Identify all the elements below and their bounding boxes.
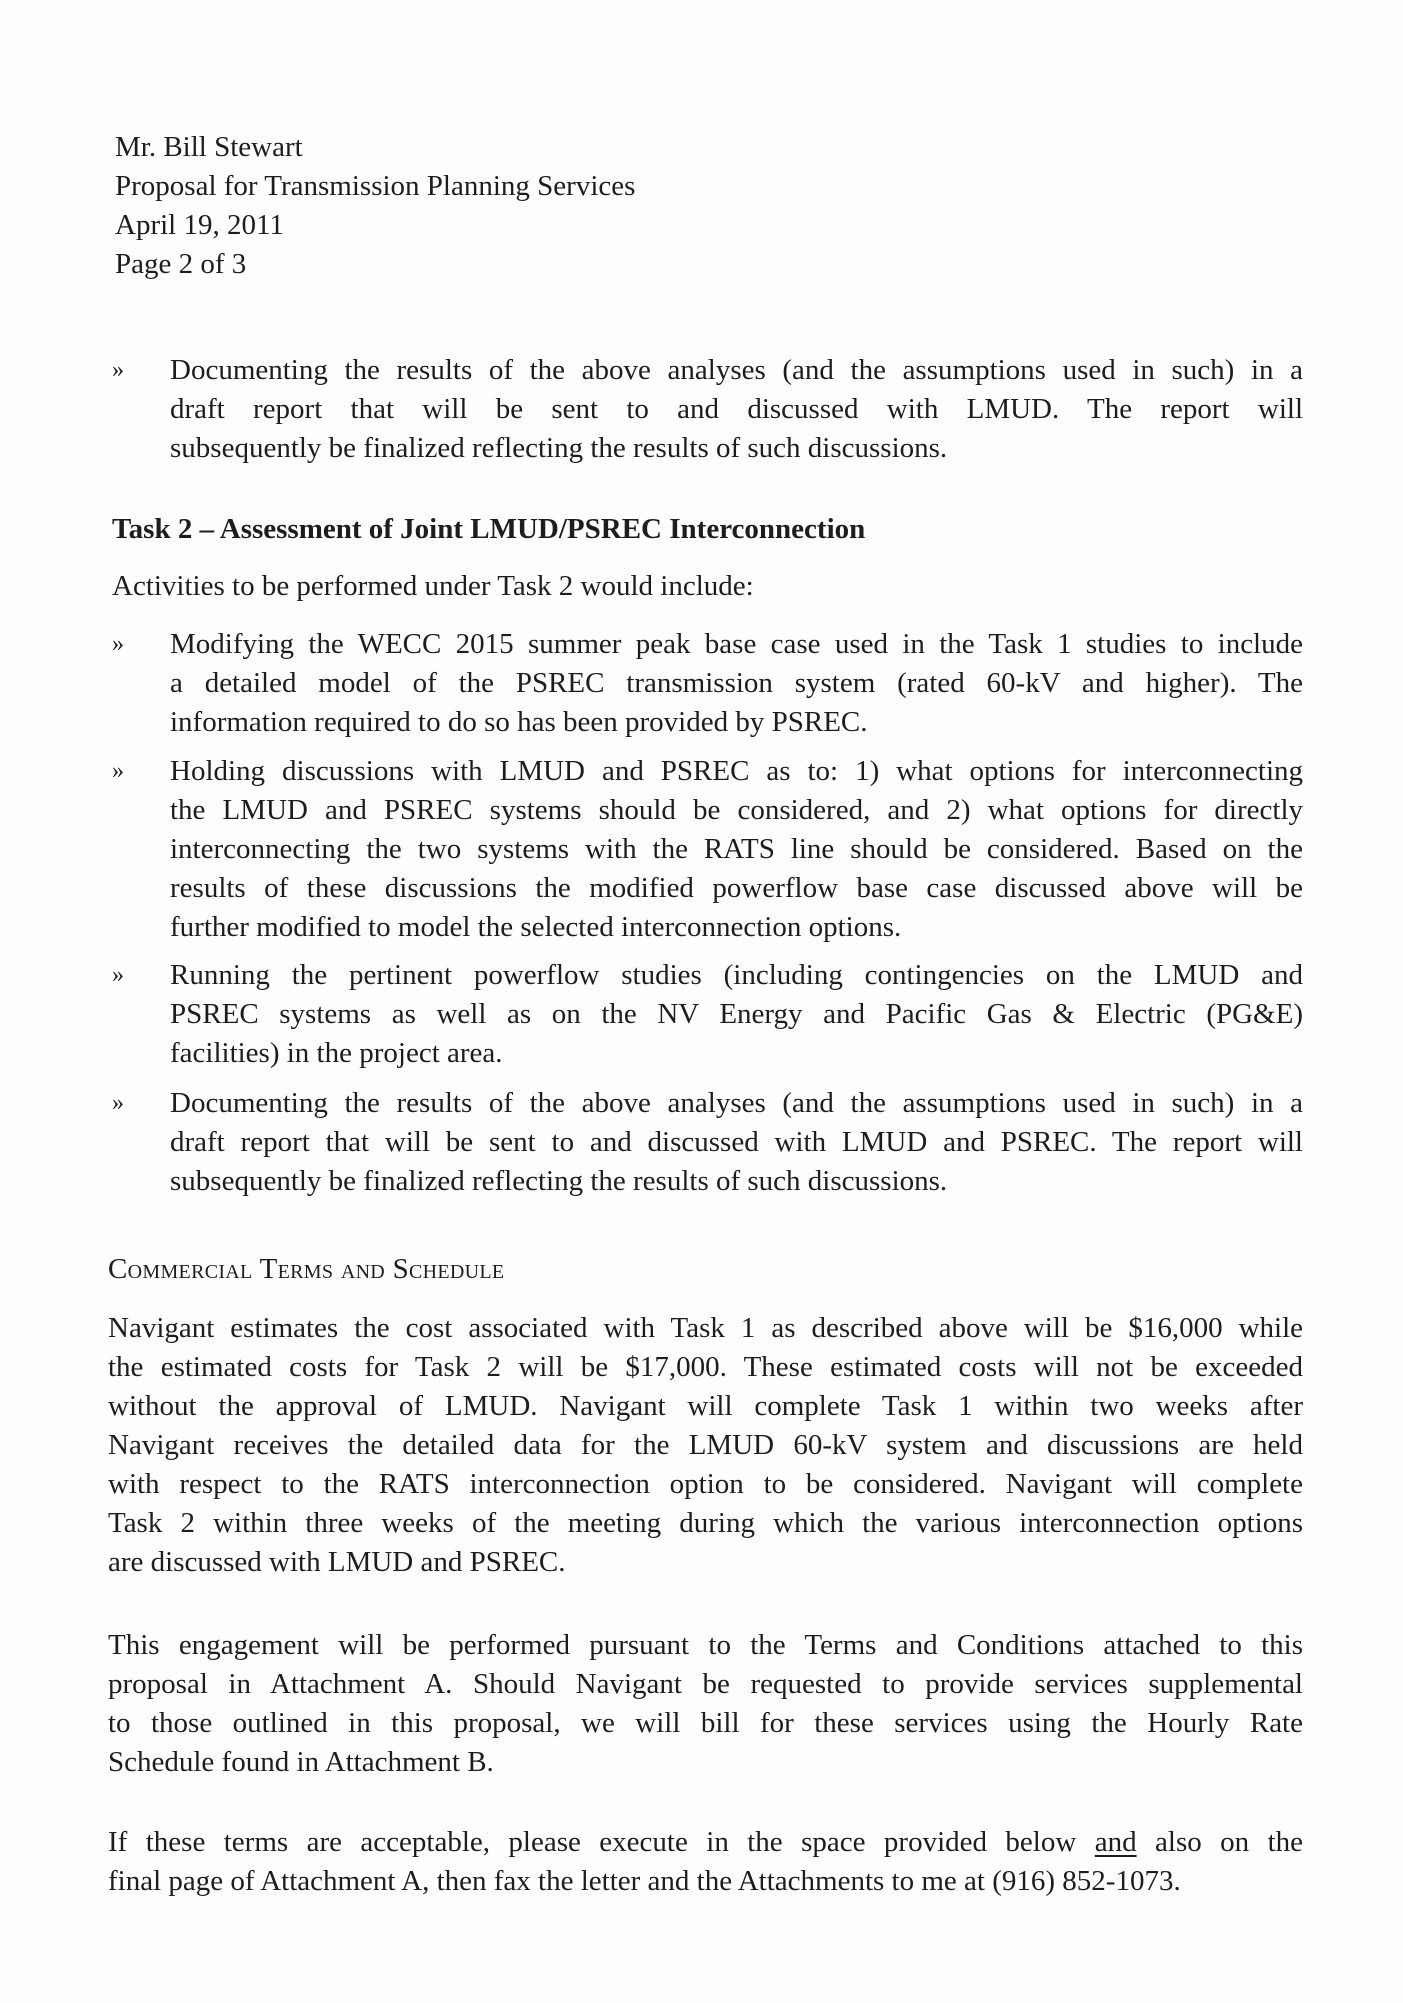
bullet-line: Running the pertinent powerflow studies (including contingencies on the LMUD and — [170, 959, 1303, 991]
bullet-marker: » — [112, 1090, 124, 1116]
bullet-text — [170, 956, 1303, 1073]
bullet-line: Modifying the WECC 2015 summer peak base case used in the Task 1 studies to include — [170, 628, 1303, 660]
bullet-line: a detailed model of the PSREC transmission system (rated 60-kV and higher). The — [170, 667, 1303, 699]
paragraph-line: to those outlined in this proposal, we will bill for these services using the Hourly Rate — [108, 1707, 1303, 1739]
bullet-line: further modified to model the selected interconnection options. — [170, 911, 902, 943]
paragraph-line: are discussed with LMUD and PSREC. — [108, 1546, 566, 1578]
paragraph-line: This engagement will be performed pursuant to the Terms and Conditions attached to this — [108, 1629, 1303, 1661]
bullet-line: subsequently be finalized reflecting the results of such discussions. — [170, 432, 948, 464]
underlined-word: and — [1094, 1826, 1137, 1858]
task1-bullet-documenting — [112, 351, 1303, 468]
bullet-marker: » — [112, 758, 124, 784]
section-heading: Commercial Terms and Schedule — [108, 1253, 505, 1285]
bullet-line: draft report that will be sent to and discussed with LMUD and PSREC. The report will — [170, 1126, 1303, 1158]
paragraph-text: also on the — [1155, 1826, 1303, 1858]
bullet-text — [170, 752, 1303, 947]
paragraph-text: If these terms are acceptable, please execute in the space provided below — [108, 1826, 1077, 1858]
paragraph-line: with respect to the RATS interconnection option to be considered. Navigant will complete — [108, 1468, 1303, 1500]
bullet-line: information required to do so has been provided by PSREC. — [170, 706, 868, 738]
bullet-line: the LMUD and PSREC systems should be considered, and 2) what options for directly — [170, 794, 1303, 826]
bullet-text — [170, 1084, 1303, 1201]
bullet-line: facilities) in the project area. — [170, 1037, 503, 1069]
paragraph-line: Navigant receives the detailed data for the LMUD 60-kV system and discussions are held — [108, 1429, 1303, 1461]
task2-bullet-modifying — [112, 625, 1303, 742]
intro-text: Activities to be performed under Task 2 would include: — [112, 570, 754, 602]
paragraph-line: Schedule found in Attachment B. — [108, 1746, 494, 1778]
bullet-marker: » — [112, 962, 124, 988]
paragraph-line: Navigant estimates the cost associated with Task 1 as described above will be $16,000 while — [108, 1312, 1303, 1344]
page-number: Page 2 of 3 — [115, 248, 247, 280]
paragraph-line: proposal in Attachment A. Should Navigant be requested to provide services supplemental — [108, 1668, 1303, 1700]
bullet-line: Holding discussions with LMUD and PSREC as to: 1) what options for interconnecting — [170, 755, 1303, 787]
recipient-line: Mr. Bill Stewart — [115, 131, 303, 163]
task2-bullet-holding-discussions — [112, 752, 1303, 947]
paragraph-line: final page of Attachment A, then fax the letter and the Attachments to me at (916) 852-1073. — [108, 1865, 1181, 1897]
bullet-text — [170, 625, 1303, 742]
date-line: April 19, 2011 — [115, 209, 284, 241]
task2-intro — [112, 567, 1303, 606]
letter-header — [115, 128, 1306, 284]
bullet-marker: » — [112, 631, 124, 657]
task2-bullet-running-studies — [112, 956, 1303, 1073]
paragraph-line: without the approval of LMUD. Navigant will complete Task 1 within two weeks after — [108, 1390, 1303, 1422]
section-heading: Task 2 – Assessment of Joint LMUD/PSREC Interconnection — [112, 513, 866, 545]
bullet-line: interconnecting the two systems with the RATS line should be considered. Based on the — [170, 833, 1303, 865]
bullet-text — [170, 351, 1303, 468]
task2-bullet-documenting — [112, 1084, 1303, 1201]
commercial-terms-heading — [108, 1250, 1299, 1289]
task2-heading — [112, 510, 1303, 549]
bullet-line: Documenting the results of the above analyses (and the assumptions used in such) in a — [170, 354, 1303, 386]
paragraph-line — [108, 1823, 1303, 1862]
commercial-paragraph-terms-conditions — [108, 1626, 1303, 1782]
commercial-paragraph-cost-schedule — [108, 1309, 1303, 1582]
subject-line: Proposal for Transmission Planning Services — [115, 170, 636, 202]
commercial-paragraph-execution — [108, 1823, 1303, 1901]
bullet-line: draft report that will be sent to and discussed with LMUD. The report will — [170, 393, 1303, 425]
bullet-line: Documenting the results of the above analyses (and the assumptions used in such) in a — [170, 1087, 1303, 1119]
bullet-marker: » — [112, 357, 124, 383]
paragraph-line: Task 2 within three weeks of the meeting during which the various interconnection options — [108, 1507, 1303, 1539]
bullet-line: PSREC systems as well as on the NV Energy and Pacific Gas & Electric (PG&E) — [170, 998, 1303, 1030]
bullet-line: results of these discussions the modified powerflow base case discussed above will be — [170, 872, 1303, 904]
paragraph-line: the estimated costs for Task 2 will be $17,000. These estimated costs will not be exceeded — [108, 1351, 1303, 1383]
bullet-line: subsequently be finalized reflecting the results of such discussions. — [170, 1165, 948, 1197]
